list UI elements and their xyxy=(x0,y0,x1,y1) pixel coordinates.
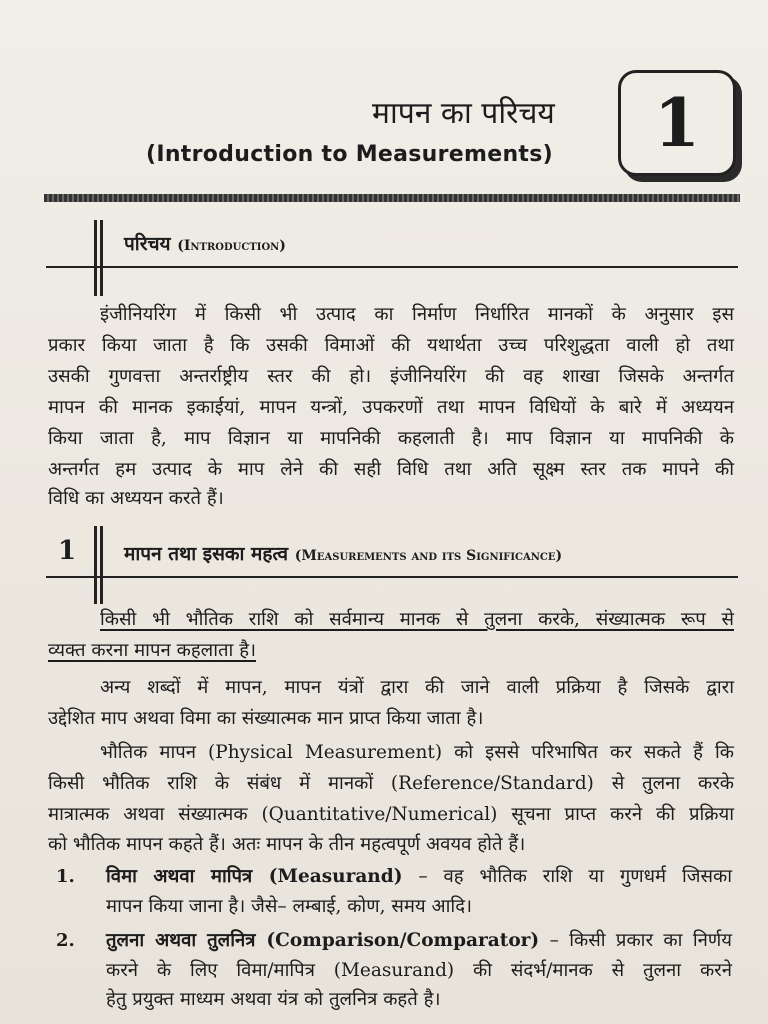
list-term: विमा अथवा मापित्र (Measurand) xyxy=(106,866,403,887)
intro-line: उसकी गुणवत्ता अन्तर्राष्ट्रीय स्तर की हो। इंजीनियरिंग की वह शाखा जिसके अन्तर्गत xyxy=(48,366,734,387)
section1-heading-vline-2 xyxy=(100,526,103,604)
definition-line: व्यक्त करना मापन कहलाता है। xyxy=(48,640,257,661)
section1-title-english: (Measurements and its Significance) xyxy=(294,548,563,564)
list-term: तुलना अथवा तुलनित्र (Comparison/Comparator) xyxy=(106,930,540,951)
intro-title-hindi: परिचय xyxy=(124,233,171,255)
list-item-line xyxy=(106,926,732,956)
chapter-number: 1 xyxy=(654,84,700,162)
intro-heading-rule xyxy=(46,266,738,268)
intro-line: अन्तर्गत हम उत्पाद के माप लेने की सही विधि तथा अति सूक्ष्म स्तर तक मापने की xyxy=(48,459,734,480)
intro-line: इंजीनियरिंग में किसी भी उत्पाद का निर्माण निर्धारित मानकों के अनुसार इस xyxy=(100,304,734,325)
paragraph-line: को भौतिक मापन कहते हैं। अतः मापन के तीन महत्वपूर्ण अवयव होते हैं। xyxy=(48,834,526,855)
intro-line: मापन की मानक इकाईयां, मापन यन्त्रों, उपकरणों तथा मापन विधियों के बारे में अध्ययन xyxy=(48,397,734,418)
intro-line: किया जाता है, माप विज्ञान या मापनिकी कहलाती है। माप विज्ञान या मापनिकी के xyxy=(48,428,734,449)
paragraph-line: अन्य शब्दों में मापन, मापन यंत्रों द्वारा की जाने वाली प्रक्रिया है जिसके द्वारा xyxy=(100,677,734,698)
list-desc: – वह भौतिक राशि या गुणधर्म जिसका xyxy=(402,866,732,887)
header-rule xyxy=(44,194,740,202)
intro-heading-vline-2 xyxy=(100,220,103,296)
list-item-line: करने के लिए विमा/मापित्र (Measurand) की संदर्भ/मानक से तुलना करने xyxy=(106,960,732,981)
list-number: 1. xyxy=(56,866,75,887)
section-number: 1 xyxy=(58,536,77,566)
intro-line: विधि का अध्ययन करते हैं। xyxy=(48,488,224,509)
definition-line: किसी भी भौतिक राशि को सर्वमान्य मानक से तुलना करके, संख्यात्मक रूप से xyxy=(100,609,734,630)
list-item-line: मापन किया जाना है। जैसे– लम्बाई, कोण, समय आदि। xyxy=(106,896,473,917)
intro-title-english: (Introduction) xyxy=(177,238,286,254)
chapter-title-english: (Introduction to Measurements) xyxy=(146,142,553,167)
section1-title-hindi: मापन तथा इसका महत्व xyxy=(124,543,289,565)
section1-title xyxy=(124,540,562,566)
intro-heading-vline-1 xyxy=(94,220,97,296)
list-desc: – किसी प्रकार का निर्णय xyxy=(539,930,732,951)
list-item-line xyxy=(106,862,732,892)
section1-heading-rule xyxy=(46,576,738,578)
intro-line: प्रकार किया जाता है कि उसकी विमाओं की यथार्थता उच्च परिशुद्धता वाली हो तथा xyxy=(48,335,734,356)
list-number: 2. xyxy=(56,930,75,951)
paragraph-line: उद्देशित माप अथवा विमा का संख्यात्मक मान प्राप्त किया जाता है। xyxy=(48,708,484,729)
chapter-title-hindi: मापन का परिचय xyxy=(372,96,555,131)
paragraph-line: भौतिक मापन (Physical Measurement) को इससे परिभाषित कर सकते हैं कि xyxy=(100,742,734,763)
paragraph-line: मात्रात्मक अथवा संख्यात्मक (Quantitative/Numerical) सूचना प्राप्त करने की प्रक्रिया xyxy=(48,804,734,825)
list-item-line: हेतु प्रयुक्त माध्यम अथवा यंत्र को तुलनित्र कहते है। xyxy=(106,989,441,1010)
intro-section-title xyxy=(124,230,286,256)
section1-heading-vline-1 xyxy=(94,526,97,604)
paragraph-line: किसी भौतिक राशि के संबंध में मानकों (Reference/Standard) से तुलना करके xyxy=(48,773,734,794)
chapter-number-box xyxy=(618,70,736,176)
